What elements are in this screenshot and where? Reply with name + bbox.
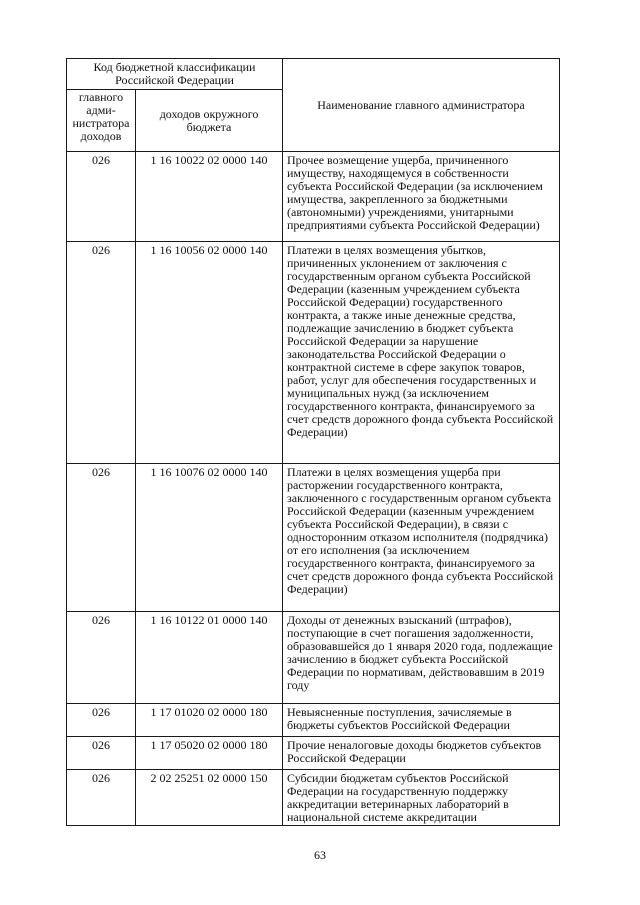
header-district-budget-income: доходов окружного бюджета <box>136 90 283 152</box>
page-number: 63 <box>314 848 326 862</box>
income-code-cell: 1 17 01020 02 0000 180 <box>136 704 283 737</box>
header-budget-code-group: Код бюджетной классификации Российской Федерации <box>67 59 283 90</box>
income-code-cell: 2 02 25251 02 0000 150 <box>136 770 283 826</box>
table-row <box>67 242 560 464</box>
budget-classification-table <box>66 58 560 826</box>
table-row <box>67 464 560 612</box>
header-administrator-name: Наименование главного администратора <box>283 59 560 152</box>
table-row <box>67 612 560 704</box>
income-code-cell: 1 16 10056 02 0000 140 <box>136 242 283 464</box>
header-main-administrator: главного адми-нистратора доходов <box>67 90 136 152</box>
admin-code-cell: 026 <box>67 152 136 242</box>
administrator-name-cell: Платежи в целях возмещения ущерба при расторжении государственного контракта, заключенного с государственным органом субъекта Российской Федерации (казенным учреждением субъекта Российской Федерации), в связи с односторонним отказом исполнителя (подрядчика) от его исполнения (за исключением государственного контракта, финансируемого за счет средств дорожного фонда субъекта Российской Федерации) <box>283 464 560 612</box>
administrator-name-cell: Платежи в целях возмещения убытков, причиненных уклонением от заключения с государственным органом субъекта Российской Федерации (казенным учреждением субъекта Российской Федерации) государственного контракта, а также иные денежные средства, подлежащие зачислению в бюджет субъекта Российской Федерации за нарушение законодательства Российской Федерации о контрактной системе в сфере закупок товаров, работ, услуг для обеспечения государственных и муниципальных нужд (за исключением государственного контракта, финансируемого за счет средств дорожного фонда субъекта Российской Федерации) <box>283 242 560 464</box>
administrator-name-cell: Прочее возмещение ущерба, причиненного имуществу, находящемуся в собственности субъекта Российской Федерации (за исключением имущества, закрепленного за бюджетными (автономными) учреждениями, унитарными предприятиями субъекта Российской Федерации) <box>283 152 560 242</box>
administrator-name-cell: Доходы от денежных взысканий (штрафов), поступающие в счет погашения задолженности, образовавшейся до 1 января 2020 года, подлежащие зачислению в бюджет субъекта Российской Федерации по нормативам, действовавшим в 2019 году <box>283 612 560 704</box>
table-header-row <box>67 59 560 90</box>
administrator-name-cell: Невыясненные поступления, зачисляемые в бюджеты субъектов Российской Федерации <box>283 704 560 737</box>
table-row <box>67 704 560 737</box>
administrator-name-cell: Прочие неналоговые доходы бюджетов субъектов Российской Федерации <box>283 737 560 770</box>
income-code-cell: 1 17 05020 02 0000 180 <box>136 737 283 770</box>
administrator-name-cell: Субсидии бюджетам субъектов Российской Федерации на государственную поддержку аккредитации ветеринарных лабораторий в национальной системе аккредитации <box>283 770 560 826</box>
table-row <box>67 737 560 770</box>
income-code-cell: 1 16 10022 02 0000 140 <box>136 152 283 242</box>
admin-code-cell: 026 <box>67 737 136 770</box>
admin-code-cell: 026 <box>67 464 136 612</box>
admin-code-cell: 026 <box>67 770 136 826</box>
admin-code-cell: 026 <box>67 704 136 737</box>
table-row <box>67 152 560 242</box>
admin-code-cell: 026 <box>67 242 136 464</box>
income-code-cell: 1 16 10122 01 0000 140 <box>136 612 283 704</box>
table-row <box>67 770 560 826</box>
income-code-cell: 1 16 10076 02 0000 140 <box>136 464 283 612</box>
admin-code-cell: 026 <box>67 612 136 704</box>
